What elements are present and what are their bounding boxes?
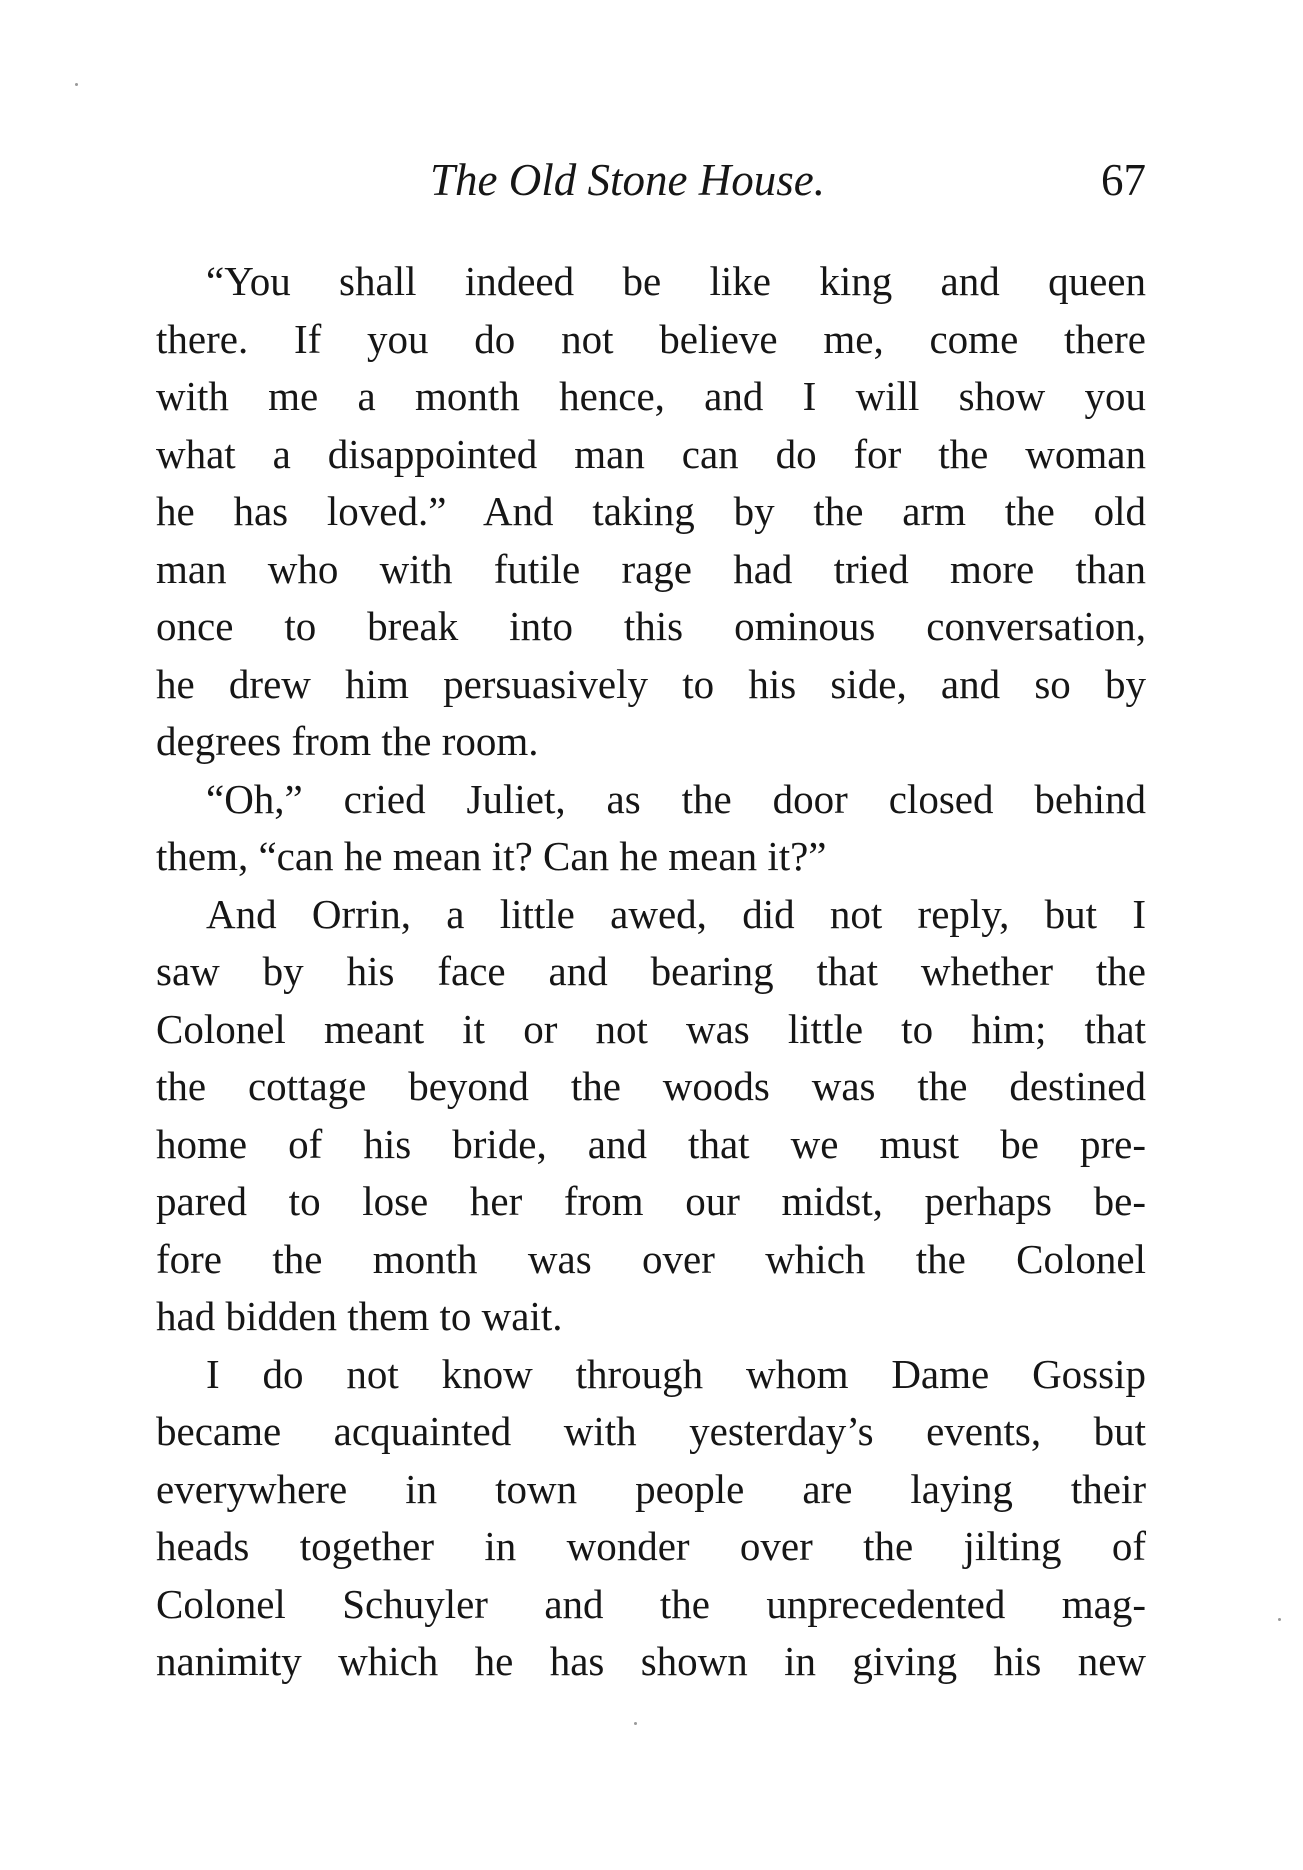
text-line: “You shall indeed be like king and queen [206,258,1146,304]
paper-speck [634,1722,637,1725]
text-line: pared to lose her from our midst, perhaps be- [156,1178,1146,1224]
text-line: fore the month was over which the Colonel [156,1235,1146,1282]
text-line: “Oh,” cried Juliet, as the door closed behind [206,775,1146,822]
text-line: home of his bride, and that we must be pre- [156,1120,1146,1167]
text-line: he drew him persuasively to his side, and so by [156,660,1146,707]
body-text [156,253,1146,1691]
text-line: heads together in wonder over the jilting of [156,1523,1146,1569]
text-line: there. If you do not believe me, come there [156,315,1146,362]
paragraph-4 [156,1346,1146,1691]
text-line: what a disappointed man can do for the woman [156,430,1146,477]
running-title: The Old Stone House. [430,155,825,205]
paragraph-3 [156,886,1146,1346]
text-line: Colonel Schuyler and the unprecedented mag- [156,1580,1146,1627]
text-line: them, “can he mean it? Can he mean it?” [156,833,827,879]
paper-speck [1278,1618,1281,1621]
paragraph-2 [156,771,1146,886]
text-line: became acquainted with yesterday’s events, but [156,1408,1146,1454]
running-head [156,150,1146,220]
page-number: 67 [1101,155,1146,205]
text-line: everywhere in town people are laying their [156,1465,1146,1512]
text-line: the cottage beyond the woods was the destined [156,1063,1146,1109]
text-line: degrees from the room. [156,718,539,764]
text-line: And Orrin, a little awed, did not reply, but I [206,890,1146,937]
text-line: Colonel meant it or not was little to him; that [156,1005,1146,1052]
paper-speck [75,83,78,86]
text-line: saw by his face and bearing that whether the [156,948,1146,994]
text-line: he has loved.” And taking by the arm the old [156,488,1146,534]
text-line: I do not know through whom Dame Gossip [206,1350,1146,1397]
text-line: nanimity which he has shown in giving his new [156,1638,1146,1684]
text-line: with me a month hence, and I will show you [156,373,1146,419]
text-line: once to break into this ominous conversation, [156,603,1146,649]
text-line: man who with futile rage had tried more than [156,545,1146,592]
text-line: had bidden them to wait. [156,1293,563,1339]
paragraph-1 [156,253,1146,771]
